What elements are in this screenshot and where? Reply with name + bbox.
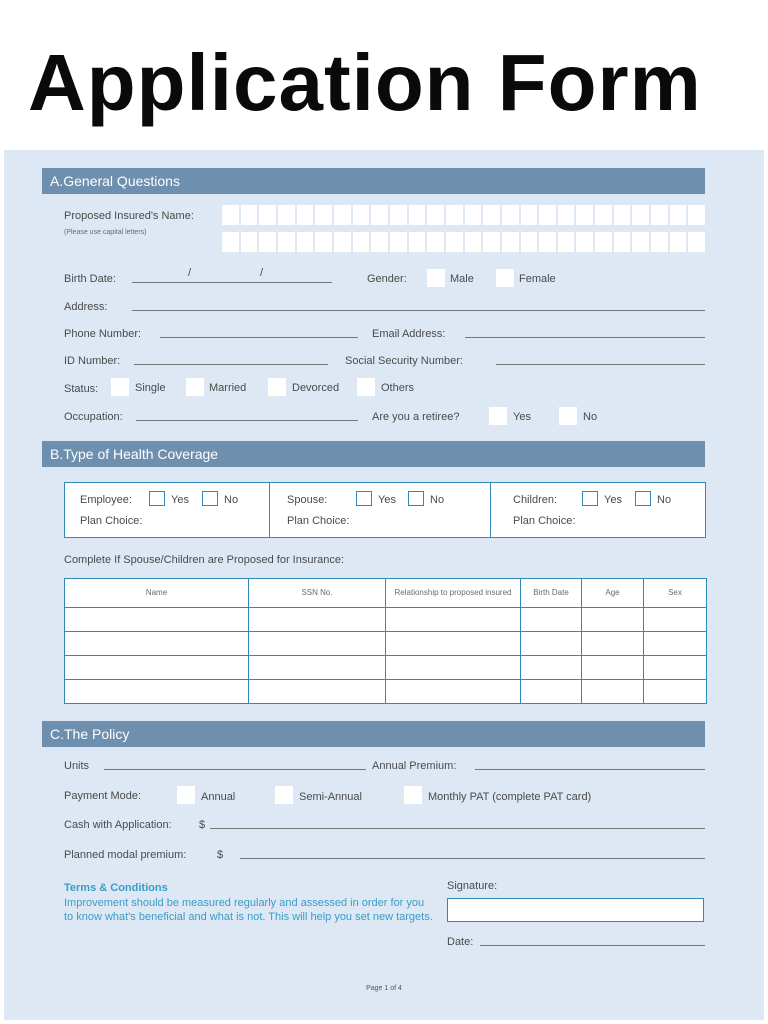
gender-label: Gender:	[367, 273, 407, 285]
coverage-divider	[269, 483, 270, 537]
birth-date-field[interactable]	[132, 282, 332, 283]
table-cell[interactable]	[386, 632, 521, 656]
cash-application-field[interactable]	[210, 828, 705, 829]
spouse-plan-choice: Plan Choice:	[287, 515, 350, 527]
employee-yes-checkbox[interactable]	[149, 491, 165, 506]
page-title: Application Form	[28, 38, 702, 127]
employee-plan-choice: Plan Choice:	[80, 515, 143, 527]
table-cell[interactable]	[521, 608, 582, 632]
annual-premium-field[interactable]	[475, 769, 705, 770]
retiree-label: Are you a retiree?	[372, 411, 460, 423]
annual-premium-label: Annual Premium:	[372, 760, 457, 772]
table-cell[interactable]	[582, 680, 644, 704]
occupation-field[interactable]	[136, 420, 358, 421]
birth-date-label: Birth Date:	[64, 273, 116, 285]
date-separator: /	[260, 267, 264, 279]
section-header-coverage: B.Type of Health Coverage	[42, 441, 705, 467]
children-plan-choice: Plan Choice:	[513, 515, 576, 527]
spouse-no-label: No	[430, 494, 445, 506]
ssn-label: Social Security Number:	[345, 355, 463, 367]
spouse-yes-checkbox[interactable]	[356, 491, 372, 506]
table-cell[interactable]	[386, 608, 521, 632]
section-header-policy: C.The Policy	[42, 721, 705, 747]
proposed-name-label: Proposed Insured's Name:	[64, 210, 194, 222]
table-header-name: Name	[65, 579, 249, 608]
male-checkbox[interactable]	[427, 269, 445, 287]
children-no-label: No	[657, 494, 672, 506]
status-label: Status:	[64, 383, 99, 395]
name-input-row-2[interactable]	[222, 232, 705, 252]
employee-no-label: No	[224, 494, 239, 506]
email-field[interactable]	[465, 337, 705, 338]
spouse-children-note: Complete If Spouse/Children are Proposed for Insurance:	[64, 554, 345, 566]
id-number-label: ID Number:	[64, 355, 121, 367]
table-cell[interactable]	[582, 632, 644, 656]
table-cell[interactable]	[386, 680, 521, 704]
monthly-pat-label: Monthly PAT (complete PAT card)	[428, 791, 592, 803]
table-cell[interactable]	[249, 608, 386, 632]
single-label: Single	[135, 382, 166, 394]
employee-no-checkbox[interactable]	[202, 491, 218, 506]
retiree-yes-label: Yes	[513, 411, 531, 423]
table-cell[interactable]	[249, 632, 386, 656]
married-label: Married	[209, 382, 247, 394]
table-row	[65, 632, 707, 656]
semi-annual-checkbox[interactable]	[275, 786, 293, 804]
section-header-general: A.General Questions	[42, 168, 705, 194]
female-label: Female	[519, 273, 556, 285]
cash-dollar-sign: $	[199, 819, 206, 831]
table-header-sex: Sex	[644, 579, 707, 608]
table-cell[interactable]	[644, 608, 707, 632]
children-label: Children:	[513, 494, 558, 506]
address-field[interactable]	[132, 310, 705, 311]
table-cell[interactable]	[521, 656, 582, 680]
retiree-no-label: No	[583, 411, 598, 423]
employee-yes-label: Yes	[171, 494, 189, 506]
units-label: Units	[64, 760, 90, 772]
table-header-birth-date: Birth Date	[521, 579, 582, 608]
table-cell[interactable]	[644, 656, 707, 680]
children-no-checkbox[interactable]	[635, 491, 651, 506]
others-checkbox[interactable]	[357, 378, 375, 396]
annual-checkbox[interactable]	[177, 786, 195, 804]
units-field[interactable]	[104, 769, 366, 770]
ssn-field[interactable]	[496, 364, 705, 365]
name-input-row-1[interactable]	[222, 205, 705, 225]
cash-application-label: Cash with Application:	[64, 819, 172, 831]
signature-label: Signature:	[447, 880, 498, 892]
table-header-relationship: Relationship to proposed insured	[386, 579, 521, 608]
table-cell[interactable]	[644, 632, 707, 656]
female-checkbox[interactable]	[496, 269, 514, 287]
married-checkbox[interactable]	[186, 378, 204, 396]
table-cell[interactable]	[521, 632, 582, 656]
table-header-ssn: SSN No.	[249, 579, 386, 608]
terms-title: Terms & Conditions	[64, 882, 168, 894]
table-row	[65, 608, 707, 632]
coverage-divider	[490, 483, 491, 537]
table-cell[interactable]	[65, 632, 249, 656]
occupation-label: Occupation:	[64, 411, 123, 423]
children-yes-label: Yes	[604, 494, 622, 506]
table-cell[interactable]	[249, 656, 386, 680]
male-label: Male	[450, 273, 474, 285]
table-cell[interactable]	[521, 680, 582, 704]
terms-body: Improvement should be measured regularly and assessed in order for you to know what's beneficial and what is not. This will help you set new targets.	[64, 897, 433, 923]
monthly-pat-checkbox[interactable]	[404, 786, 422, 804]
employee-label: Employee:	[80, 494, 132, 506]
email-label: Email Address:	[372, 328, 446, 340]
table-cell[interactable]	[65, 680, 249, 704]
planned-premium-field[interactable]	[240, 858, 705, 859]
date-separator: /	[188, 267, 192, 279]
phone-label: Phone Number:	[64, 328, 142, 340]
date-field[interactable]	[480, 945, 705, 946]
planned-premium-label: Planned modal premium:	[64, 849, 187, 861]
devorced-checkbox[interactable]	[268, 378, 286, 396]
retiree-yes-checkbox[interactable]	[489, 407, 507, 425]
table-row	[65, 680, 707, 704]
phone-field[interactable]	[160, 337, 358, 338]
capital-letters-note: (Please use capital letters)	[64, 229, 147, 236]
table-header-age: Age	[582, 579, 644, 608]
table-cell[interactable]	[386, 656, 521, 680]
retiree-no-checkbox[interactable]	[559, 407, 577, 425]
payment-mode-label: Payment Mode:	[64, 790, 142, 802]
dependents-table	[64, 578, 707, 704]
devorced-label: Devorced	[292, 382, 340, 394]
table-cell[interactable]	[582, 608, 644, 632]
signature-field[interactable]	[447, 898, 704, 922]
others-label: Others	[381, 382, 415, 394]
date-label: Date:	[447, 936, 474, 948]
table-cell[interactable]	[582, 656, 644, 680]
page-number: Page 1 of 4	[366, 985, 402, 992]
table-cell[interactable]	[65, 656, 249, 680]
semi-annual-label: Semi-Annual	[299, 791, 362, 803]
spouse-label: Spouse:	[287, 494, 328, 506]
table-cell[interactable]	[249, 680, 386, 704]
table-cell[interactable]	[644, 680, 707, 704]
children-yes-checkbox[interactable]	[582, 491, 598, 506]
spouse-no-checkbox[interactable]	[408, 491, 424, 506]
planned-dollar-sign: $	[217, 849, 224, 861]
table-row	[65, 656, 707, 680]
spouse-yes-label: Yes	[378, 494, 396, 506]
single-checkbox[interactable]	[111, 378, 129, 396]
address-label: Address:	[64, 301, 108, 313]
id-number-field[interactable]	[134, 364, 328, 365]
table-cell[interactable]	[65, 608, 249, 632]
annual-label: Annual	[201, 791, 236, 803]
